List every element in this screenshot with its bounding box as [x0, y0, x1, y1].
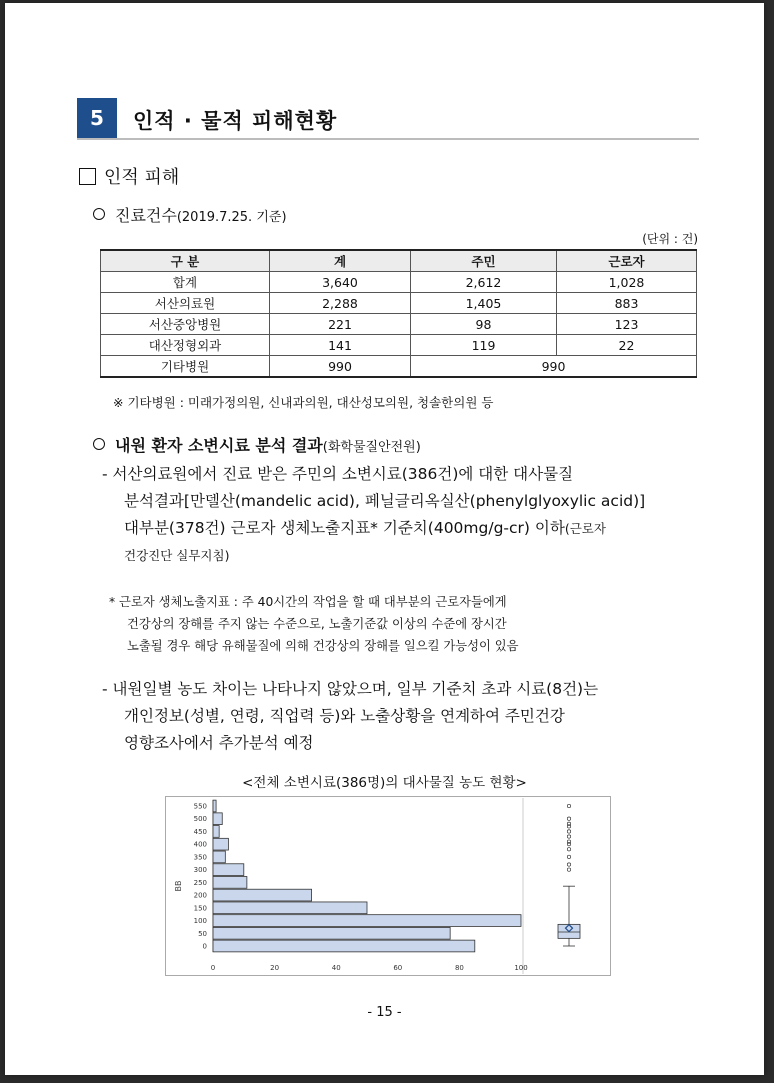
table-row: 서산의료원 2,288 1,405 883 — [101, 293, 697, 314]
y-tick-label: 50 — [198, 929, 207, 938]
page-number: - 15 - — [367, 1005, 402, 1020]
col-header: 구 분 — [101, 250, 270, 272]
table-note: ※ 기타병원 : 미래가정의원, 신내과의원, 대산성모의원, 청솔한의원 등 — [113, 395, 494, 410]
checkbox-square-icon — [79, 168, 96, 185]
histogram-bar — [213, 915, 521, 927]
histogram-bar — [213, 940, 475, 952]
y-tick-label: 400 — [193, 840, 207, 849]
document-page — [5, 3, 764, 1075]
histogram-bar — [213, 864, 244, 876]
heading-human-damage: 인적 피해 — [79, 163, 179, 189]
y-tick-label: 250 — [193, 878, 207, 887]
histogram-bar — [213, 889, 312, 901]
heading-treatment-count: 진료건수(2019.7.25. 기준) — [93, 203, 287, 226]
metabolite-histogram-chart — [165, 796, 611, 976]
y-tick-label: 300 — [193, 866, 207, 875]
circle-bullet-icon — [93, 208, 105, 220]
paragraph-analysis-result: - 서산의료원에서 진료 받은 주민의 소변시료(386건)에 대한 대사물질 분석결과[만델산(mandelic acid), 페닐글리옥실산(phenylglyoxylic acid)] 대부분(378건) 근로자 생체노출지표* 기준치(400mg/g-cr) 이하(근로자 건강진단 실무지침) — [102, 465, 646, 563]
footnote-biomarker: * 근로자 생체노출지표 : 주 40시간의 작업을 할 때 대부분의 근로자들에게 건강상의 장해를 주지 않는 수준으로, 노출기준값 이상의 수준에 장시간 노출될 경우 해당 유해물질에 의해 건강상의 장해를 일으킬 가능성이 있음 — [109, 595, 519, 653]
y-tick-label: 450 — [193, 827, 207, 836]
treatment-table — [100, 249, 697, 378]
histogram-bar — [213, 838, 228, 850]
y-tick-label: 500 — [193, 815, 207, 824]
y-axis-label: BB — [174, 880, 183, 892]
y-tick-label: 350 — [193, 853, 207, 862]
section-header — [77, 98, 699, 140]
y-tick-label: 100 — [193, 917, 207, 926]
x-tick-label: 80 — [454, 964, 464, 972]
col-header: 계 — [270, 250, 411, 272]
x-tick-label: 60 — [393, 964, 403, 972]
chart-caption: <전체 소변시료(386명)의 대사물질 농도 현황> — [242, 775, 527, 791]
histogram-bar — [213, 826, 219, 838]
histogram-bar — [213, 927, 450, 939]
histogram-bar — [213, 813, 222, 825]
histogram-bar — [213, 851, 225, 863]
heading-urine-analysis: 내원 환자 소변시료 분석 결과(화학물질안전원) — [93, 433, 421, 456]
x-tick-label: 0 — [210, 964, 216, 972]
table-row: 대산정형외과 141 119 22 — [101, 335, 697, 356]
section-title: 인적 · 물적 피해현황 — [133, 109, 338, 133]
histogram-bar — [213, 877, 247, 889]
circle-bullet-icon — [93, 438, 105, 450]
x-tick-label: 20 — [270, 964, 280, 972]
table-row: 서산중앙병원 221 98 123 — [101, 314, 697, 335]
table-unit: (단위 : 건) — [642, 232, 698, 246]
paragraph-additional-analysis: - 내원일별 농도 차이는 나타나지 않았으며, 일부 기준치 초과 시료(8건)는 개인정보(성별, 연령, 직업력 등)와 노출상황을 연계하여 주민건강 영향조사에서 추가분석 예정 — [102, 680, 599, 752]
x-tick-label: 40 — [331, 964, 341, 972]
x-tick-label: 100 — [514, 964, 528, 972]
y-tick-label: 550 — [193, 802, 207, 811]
y-tick-label: 200 — [193, 891, 207, 900]
col-header: 근로자 — [557, 250, 697, 272]
histogram-bar — [213, 902, 367, 914]
table-header-row — [101, 250, 697, 272]
histogram-bar — [213, 800, 216, 812]
section-number: 5 — [77, 98, 117, 138]
y-tick-label: 0 — [202, 942, 207, 951]
col-header: 주민 — [411, 250, 557, 272]
y-tick-label: 150 — [193, 904, 207, 913]
table-row: 합계 3,640 2,612 1,028 — [101, 272, 697, 293]
table-row: 기타병원 990 990 — [101, 356, 697, 378]
